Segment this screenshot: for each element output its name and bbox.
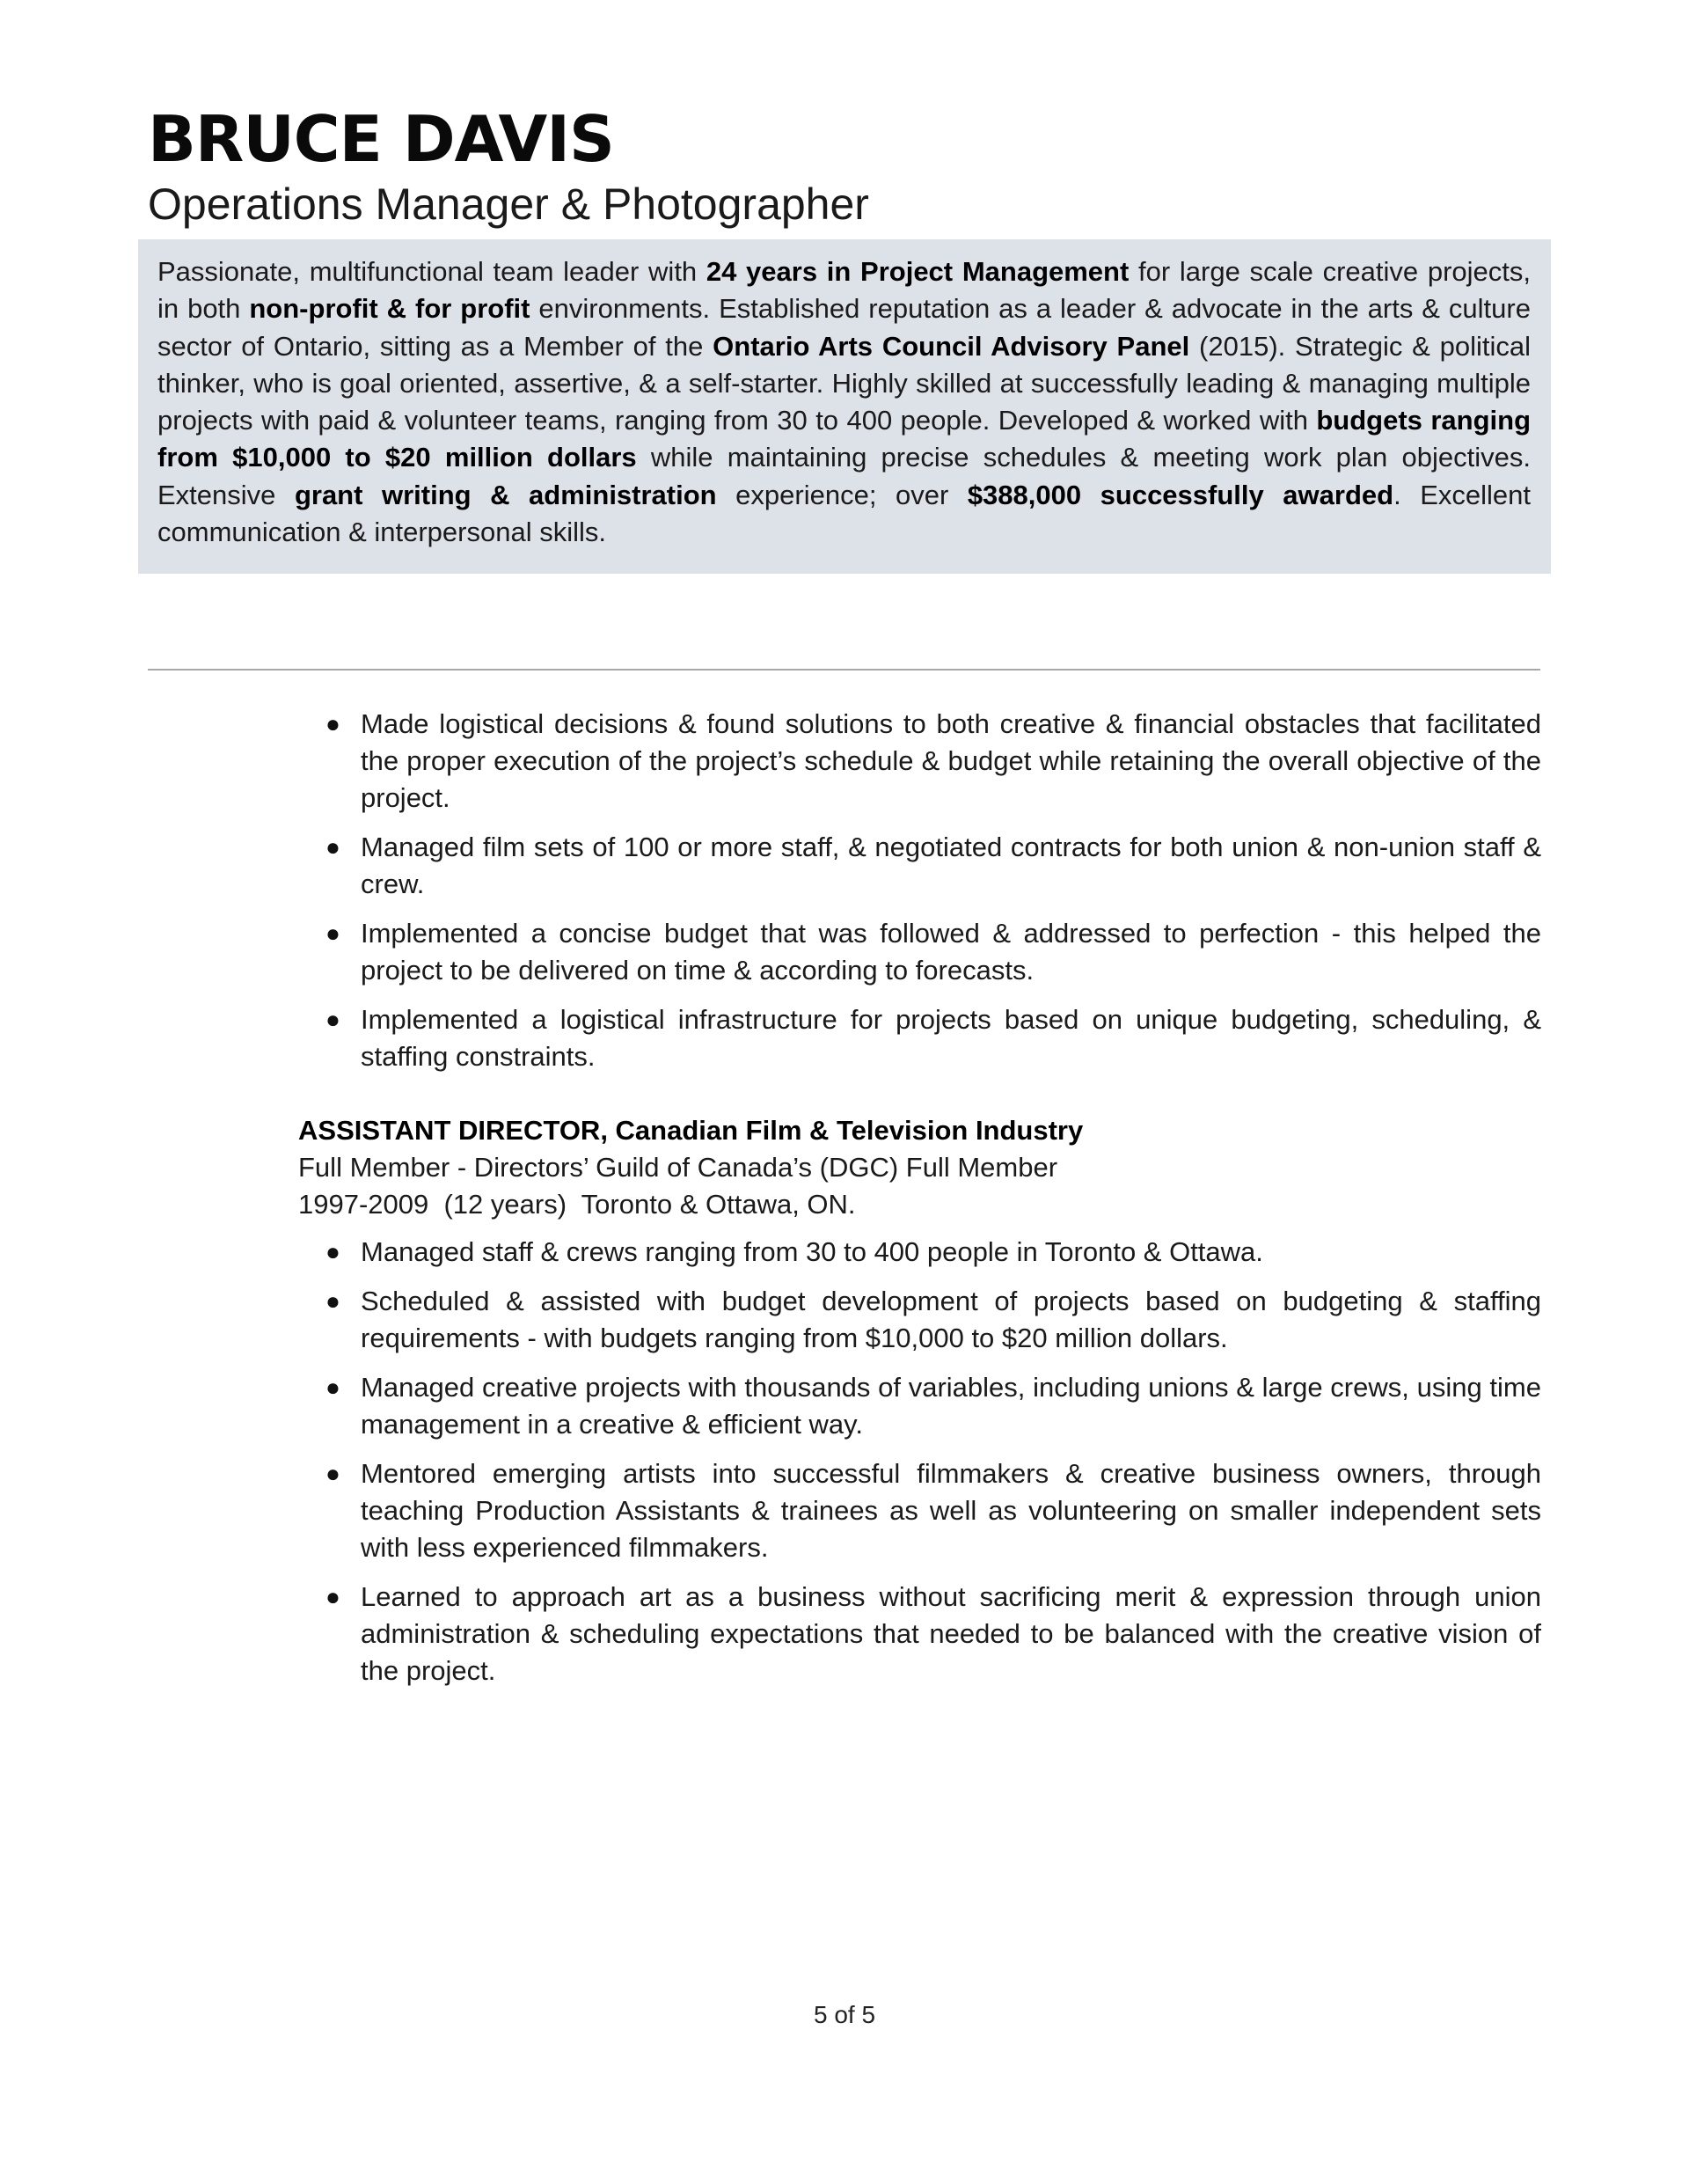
summary-highlight: Ontario Arts Council Advisory Panel: [713, 330, 1190, 362]
summary-segment: . Excellent communication & interpersonal skills.: [157, 479, 1531, 548]
bullet-icon: ●: [325, 1460, 340, 1487]
bullet-text: Implemented a concise budget that was followed & addressed to perfection - this helped the project to be delivered on time & according to forecasts.: [361, 918, 1541, 986]
summary-segment: for large scale creative projects, in both: [157, 256, 1531, 325]
summary-segment: (2015). Strategic & political thinker, who is goal oriented, assertive, & a self-starter. Highly skilled at successfully leading & managing multiple projects with paid & volunteer teams, ranging from 30 to 400 people. Developed & worked with: [157, 330, 1532, 436]
summary-box: [138, 239, 1551, 574]
bullet-item: [0, 829, 1689, 903]
summary-segment: experience; over: [716, 479, 968, 510]
summary-highlight: non-profit & for profit: [249, 293, 530, 325]
summary-segment: Passionate, multifunctional team leader with: [157, 256, 706, 287]
bullet-icon: ●: [325, 833, 340, 861]
summary-highlight: budgets ranging from $10,000 to $20 million dollars: [157, 405, 1532, 473]
bullet-text: Implemented a logistical infrastructure for projects based on unique budgeting, scheduling, & staffing constraints.: [361, 1004, 1541, 1072]
bullet-icon: ●: [325, 1238, 340, 1265]
bullet-item: [0, 1579, 1689, 1689]
bullet-item: [0, 1369, 1689, 1443]
bullet-icon: ●: [325, 710, 340, 737]
bullet-text: Scheduled & assisted with budget development of projects based on budgeting & staffing requirements - with budgets ranging from $10,000 to $20 million dollars.: [361, 1286, 1541, 1353]
summary-segment: environments. Established reputation as a leader & advocate in the arts & culture sector of Ontario, sitting as a Member of the: [157, 293, 1531, 362]
job-bullet-list: [0, 1234, 1689, 1702]
summary-highlight: grant writing & administration: [294, 479, 717, 510]
bullet-text: Managed creative projects with thousands of variables, including unions & large crews, using time management in a creative & efficient way.: [361, 1372, 1541, 1440]
bullet-text: Mentored emerging artists into successful filmmakers & creative business owners, through teaching Production Assistants & trainees as well as volunteering on smaller independent sets with less experienced filmmakers.: [361, 1458, 1541, 1563]
job-dates-location: 1997-2009 (12 years) Toronto & Ottawa, ON.: [298, 1189, 856, 1220]
summary-text: [157, 253, 1531, 551]
job-membership: Full Member - Directors’ Guild of Canada’s (DGC) Full Member: [298, 1152, 1058, 1183]
job-entry: [298, 1112, 1547, 1223]
candidate-name: BRUCE DAVIS: [148, 102, 614, 176]
bullet-icon: ●: [325, 1287, 340, 1315]
bullet-item: [0, 1283, 1689, 1357]
bullet-item: [0, 1455, 1689, 1566]
bullet-text: Made logistical decisions & found solutions to both creative & financial obstacles that facilitated the proper execution of the project’s schedule & budget while retaining the overall objective of the project.: [361, 708, 1541, 813]
bullet-icon: ●: [325, 1006, 340, 1033]
page-number: 5 of 5: [813, 2001, 876, 2028]
bullet-text: Learned to approach art as a business without sacrificing merit & expression through union administration & scheduling expectations that needed to be balanced with the creative vision of the project.: [361, 1581, 1541, 1686]
summary-segment: while maintaining precise schedules & meeting work plan objectives. Extensive: [157, 442, 1531, 510]
bullet-icon: ●: [325, 1374, 340, 1401]
previous-job-bullet-list: [0, 706, 1689, 1088]
bullet-item: [0, 1001, 1689, 1075]
bullet-item: [0, 915, 1689, 989]
bullet-text: Managed film sets of 100 or more staff, & negotiated contracts for both union & non-union staff & crew.: [361, 832, 1541, 899]
section-divider: [148, 669, 1540, 671]
bullet-icon: ●: [325, 920, 340, 947]
bullet-item: [0, 1234, 1689, 1271]
candidate-headline: Operations Manager & Photographer: [148, 180, 869, 229]
summary-highlight: 24 years in Project Management: [706, 256, 1130, 287]
bullet-text: Managed staff & crews ranging from 30 to 400 people in Toronto & Ottawa.: [361, 1236, 1263, 1267]
summary-highlight: $388,000 successfully awarded: [967, 479, 1394, 510]
bullet-icon: ●: [325, 1583, 340, 1610]
bullet-item: [0, 706, 1689, 817]
job-title: ASSISTANT DIRECTOR, Canadian Film & Television Industry: [298, 1115, 1084, 1146]
